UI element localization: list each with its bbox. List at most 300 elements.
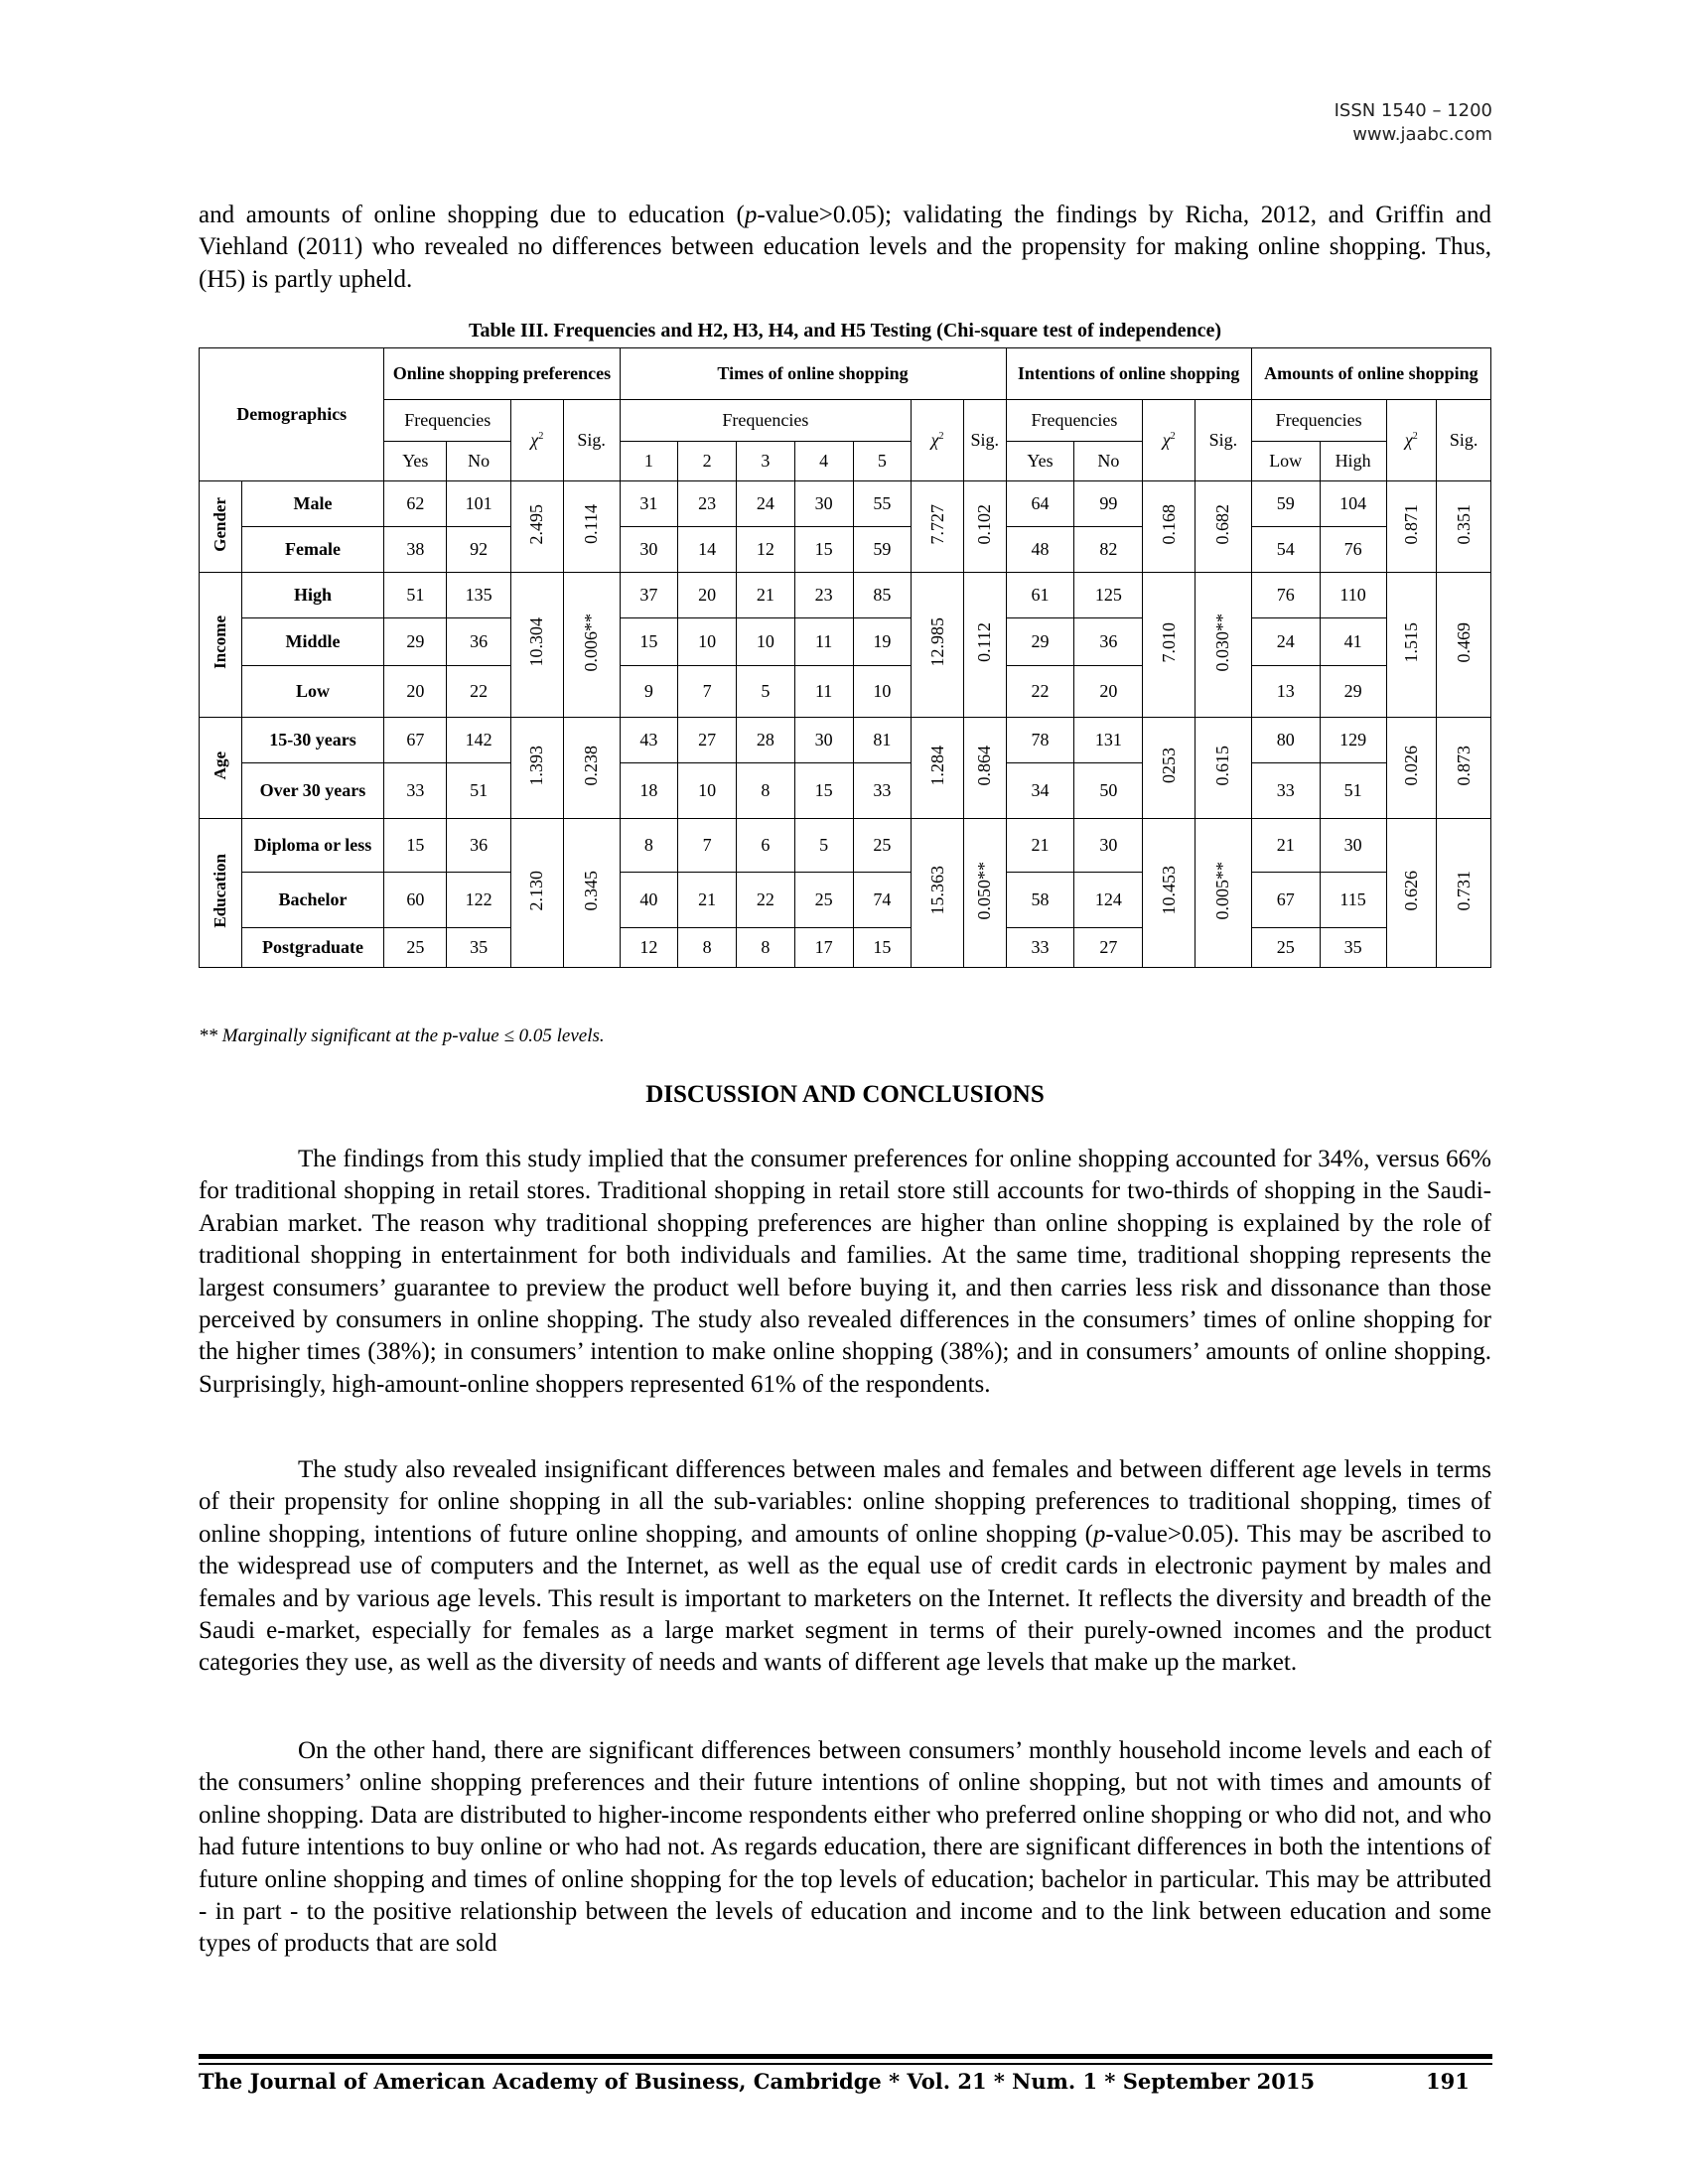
sig-value: 0.615 [1212, 745, 1233, 786]
sig-cell [1196, 481, 1252, 573]
frequency-value: 12 [639, 937, 658, 957]
sig-value: 0.030** [1212, 613, 1233, 672]
frequency-cell [737, 763, 795, 819]
frequency-cell [1074, 928, 1143, 968]
row-label-cell [241, 819, 384, 873]
sig-cell [1437, 481, 1491, 573]
frequency-value: 10 [756, 631, 774, 651]
sig-cell [1437, 819, 1491, 968]
chi-square-cell [511, 573, 564, 718]
chi-square-cell [1143, 718, 1196, 819]
frequency-value: 30 [639, 539, 658, 559]
subcolumn-header [384, 442, 447, 481]
frequencies-label: Frequencies [1031, 410, 1118, 430]
sig-header [563, 400, 620, 481]
row-label-cell [241, 873, 384, 928]
table-row [200, 873, 1491, 928]
frequency-value: 62 [406, 493, 425, 513]
sig-cell [563, 718, 620, 819]
frequency-value: 29 [406, 631, 425, 651]
frequency-cell [1251, 666, 1320, 718]
frequency-value: 78 [1031, 730, 1050, 750]
row-label: Low [295, 681, 330, 701]
frequency-value: 54 [1276, 539, 1295, 559]
frequency-cell [1320, 481, 1386, 527]
frequency-cell [620, 819, 678, 873]
frequency-cell [1006, 928, 1074, 968]
frequency-value: 29 [1343, 681, 1362, 701]
footer-rule-thin [199, 2063, 1492, 2065]
paragraph: The findings from this study implied that the consumer preferences for online shopping accounted for 34%, versus 66% for traditional shopping in retail stores. Traditional shopping in retail store still accounts for two-thirds of shopping in the Saudi-Arabian market. The reason why traditional shopping preferences are higher than online shopping is explained by the role of traditional shopping in entertainment for both individuals and families. At the same time, traditional shopping represents the largest consumers’ guarantee to preview the product well before buying it, and then carries less risk and dissonance than those perceived by consumers in online shopping. The study also revealed differences in the consumers’ times of online shopping for the higher times (38%); in consumers’ intention to make online shopping (38%); and in consumers’ amounts of online shopping. Surprisingly, high-amount-online shoppers represented 61% of the respondents. [199, 1146, 1491, 1398]
frequency-cell [678, 928, 737, 968]
subcolumn-header [853, 442, 912, 481]
frequency-value: 36 [470, 835, 489, 855]
category-label: Education [210, 853, 229, 928]
frequency-value: 135 [465, 585, 492, 605]
frequency-value: 15 [639, 631, 658, 651]
frequency-value: 124 [1094, 889, 1122, 909]
sig-cell [963, 718, 1006, 819]
chi-square-cell [1143, 819, 1196, 968]
frequencies-header [1251, 400, 1386, 442]
subcolumn-label: 1 [643, 451, 653, 471]
frequency-value: 25 [873, 835, 892, 855]
subcolumn-header [447, 442, 511, 481]
group-label: Online shopping preferences [392, 363, 612, 383]
frequencies-label: Frequencies [722, 410, 809, 430]
frequency-cell [447, 928, 511, 968]
subcolumn-label: 4 [819, 451, 829, 471]
frequency-cell [447, 573, 511, 618]
frequency-cell [1320, 763, 1386, 819]
frequency-value: 8 [761, 937, 771, 957]
frequency-value: 43 [639, 730, 658, 750]
journal-footer: The Journal of American Academy of Business, Cambridge * Vol. 21 * Num. 1 * September 2015 [199, 2069, 1316, 2094]
frequency-value: 27 [698, 730, 717, 750]
chi-square-cell [1143, 481, 1196, 573]
frequency-value: 30 [1343, 835, 1362, 855]
chi-square-cell [1386, 718, 1437, 819]
category-cell [200, 718, 242, 819]
frequency-value: 61 [1031, 585, 1050, 605]
subcolumn-header [620, 442, 678, 481]
frequencies-header [620, 400, 912, 442]
sig-header [963, 400, 1006, 481]
frequency-value: 8 [761, 780, 771, 800]
chi-square-label: $\chi^2$ [1404, 430, 1418, 450]
frequency-cell [853, 573, 912, 618]
chi-square-value: 7.010 [1158, 621, 1179, 663]
frequency-value: 24 [1276, 631, 1295, 651]
table-row [200, 618, 1491, 666]
paragraph: On the other hand, there are significant differences between consumers’ monthly household income levels and each of the consumers’ online shopping preferences and their future intentions of online shopping, but not with times and amounts of online shopping. Data are distributed to higher-income respondents either who preferred online shopping or who did not, and who had future intentions to buy online or who had not. As regards education, there are significant differences in both the intentions of future online shopping and times of online shopping for the top levels of education; bachelor in particular. This may be attributed - in part - to the positive relationship between the levels of education and income and to the link between education and some types of products that are sold [199, 1737, 1491, 1958]
frequency-value: 67 [406, 730, 425, 750]
frequency-value: 24 [756, 493, 774, 513]
chi-square-cell [511, 718, 564, 819]
sig-cell [563, 819, 620, 968]
frequency-cell [1251, 928, 1320, 968]
frequency-cell [1074, 666, 1143, 718]
row-label-cell [241, 618, 384, 666]
sig-label: Sig. [1449, 430, 1478, 450]
frequency-cell [384, 763, 447, 819]
frequency-cell [1006, 481, 1074, 527]
frequencies-label: Frequencies [404, 410, 492, 430]
table-row [200, 481, 1491, 527]
frequency-cell [853, 928, 912, 968]
subcolumn-header [1251, 442, 1320, 481]
frequency-cell [1074, 819, 1143, 873]
frequency-value: 22 [470, 681, 489, 701]
frequency-cell [794, 481, 853, 527]
row-label: Postgraduate [261, 937, 363, 957]
frequency-cell [853, 481, 912, 527]
frequency-cell [678, 718, 737, 763]
row-label: 15-30 years [269, 730, 356, 750]
frequency-value: 81 [873, 730, 892, 750]
frequency-value: 29 [1031, 631, 1050, 651]
sig-value: 0.006** [581, 613, 602, 672]
frequency-value: 51 [1343, 780, 1362, 800]
frequency-cell [1320, 618, 1386, 666]
frequency-cell [794, 718, 853, 763]
frequency-cell [737, 873, 795, 928]
sig-cell [563, 481, 620, 573]
journal-website: www.jaabc.com [1352, 124, 1492, 145]
frequency-cell [678, 666, 737, 718]
subcolumn-label: 3 [761, 451, 771, 471]
frequency-value: 6 [761, 835, 771, 855]
frequency-cell [447, 618, 511, 666]
frequency-value: 15 [873, 937, 892, 957]
frequency-cell [1320, 928, 1386, 968]
chi-square-header [511, 400, 564, 481]
frequency-cell [1074, 873, 1143, 928]
sig-value: 0.050** [974, 861, 995, 920]
sig-value: 0.873 [1453, 745, 1474, 786]
frequency-cell [620, 763, 678, 819]
frequency-cell [1251, 527, 1320, 573]
frequency-cell [737, 573, 795, 618]
frequency-cell [447, 763, 511, 819]
sig-label: Sig. [970, 430, 999, 450]
frequency-value: 55 [873, 493, 892, 513]
chi-square-cell [912, 573, 964, 718]
frequency-value: 28 [756, 730, 774, 750]
sig-value: 0.238 [581, 745, 602, 786]
chi-square-value: 10.304 [526, 617, 547, 667]
group-label: Intentions of online shopping [1017, 363, 1240, 383]
frequency-value: 82 [1099, 539, 1118, 559]
chi-square-header [1386, 400, 1437, 481]
chi-square-cell [1386, 573, 1437, 718]
group-header [384, 348, 620, 400]
sig-value: 0.682 [1212, 503, 1233, 545]
frequency-cell [1320, 718, 1386, 763]
sig-label: Sig. [577, 430, 606, 450]
frequency-cell [384, 928, 447, 968]
sig-cell [1437, 718, 1491, 819]
row-label-cell [241, 481, 384, 527]
sig-cell [963, 481, 1006, 573]
frequency-cell [384, 718, 447, 763]
frequency-value: 131 [1094, 730, 1122, 750]
chi-square-value: 12.985 [926, 617, 947, 667]
category-cell [200, 573, 242, 718]
section-heading: DISCUSSION AND CONCLUSIONS [645, 1081, 1045, 1108]
frequency-value: 51 [470, 780, 489, 800]
frequency-cell [794, 928, 853, 968]
frequency-cell [853, 527, 912, 573]
subcolumn-header [1074, 442, 1143, 481]
frequency-cell [853, 666, 912, 718]
frequency-value: 92 [470, 539, 489, 559]
frequency-value: 40 [639, 889, 658, 909]
frequency-value: 60 [406, 889, 425, 909]
frequency-cell [794, 763, 853, 819]
frequency-cell [1074, 527, 1143, 573]
frequency-cell [737, 718, 795, 763]
chi-square-cell [1143, 573, 1196, 718]
sig-label: Sig. [1208, 430, 1238, 450]
frequency-value: 122 [465, 889, 492, 909]
frequency-cell [620, 666, 678, 718]
frequency-value: 19 [873, 631, 892, 651]
frequency-value: 36 [470, 631, 489, 651]
frequency-value: 110 [1339, 585, 1366, 605]
group-header [1251, 348, 1490, 400]
frequency-cell [1006, 718, 1074, 763]
row-label: Male [293, 493, 333, 513]
frequency-cell [384, 819, 447, 873]
frequency-value: 38 [406, 539, 425, 559]
frequency-cell [447, 666, 511, 718]
frequency-value: 76 [1276, 585, 1295, 605]
frequency-value: 64 [1031, 493, 1050, 513]
frequency-value: 35 [470, 937, 489, 957]
subcolumn-label: 5 [877, 451, 887, 471]
frequency-value: 125 [1094, 585, 1122, 605]
sig-value: 0.351 [1453, 503, 1474, 545]
frequency-value: 104 [1339, 493, 1367, 513]
paragraph: The study also revealed insignificant differences between males and females and between different age levels in terms of their propensity for online shopping in all the sub-variables: online shopping preferences to traditional shopping, times of online shopping, intentions of future online shopping, and amounts of online shopping (p-value>0.05). This may be ascribed to the widespread use of computers and the Internet, as well as the equal use of credit cards in electronic payment by males and females and by various age levels. This result is important to marketers on the Internet. It reflects the diversity and breadth of the Saudi e-market, especially for females as a large market segment in terms of their purely-owned incomes and the product categories they use, as well as the diversity of needs and wants of different age levels that make up the market. [199, 1456, 1492, 1677]
row-label: Middle [285, 631, 341, 651]
frequency-cell [678, 873, 737, 928]
frequency-value: 129 [1339, 730, 1367, 750]
frequency-cell [1074, 573, 1143, 618]
table-row [200, 573, 1491, 618]
group-header [620, 348, 1006, 400]
frequency-value: 21 [698, 889, 717, 909]
frequency-cell [794, 819, 853, 873]
chi-square-value: 0.026 [1400, 745, 1421, 786]
chi-square-cell [511, 819, 564, 968]
frequency-cell [853, 618, 912, 666]
subcolumn-label: No [1097, 451, 1120, 471]
frequency-value: 67 [1276, 889, 1295, 909]
frequency-value: 10 [698, 780, 717, 800]
frequency-cell [1251, 618, 1320, 666]
frequency-cell [1006, 666, 1074, 718]
frequency-cell [1006, 873, 1074, 928]
chi-square-cell [912, 819, 964, 968]
table-footnote: ** Marginally significant at the p-value ≤ 0.05 levels. [199, 1025, 605, 1046]
frequency-cell [737, 527, 795, 573]
chi-square-value: 15.363 [926, 866, 947, 915]
frequency-cell [794, 527, 853, 573]
row-label: Bachelor [278, 889, 348, 909]
sig-cell [1196, 819, 1252, 968]
subcolumn-label: High [1335, 451, 1371, 471]
frequency-value: 17 [814, 937, 833, 957]
frequency-value: 10 [873, 681, 892, 701]
table-row [200, 718, 1491, 763]
frequency-value: 13 [1276, 681, 1295, 701]
frequency-value: 48 [1031, 539, 1050, 559]
frequency-cell [384, 618, 447, 666]
frequency-cell [1006, 618, 1074, 666]
frequency-value: 8 [702, 937, 712, 957]
frequency-value: 58 [1031, 889, 1050, 909]
table-row [200, 666, 1491, 718]
row-label: Over 30 years [259, 780, 366, 800]
subcolumn-header [737, 442, 795, 481]
row-label-cell [241, 527, 384, 573]
chi-square-label: $\chi^2$ [930, 430, 944, 450]
frequency-value: 33 [1031, 937, 1050, 957]
sig-value: 0.731 [1453, 870, 1474, 911]
frequencies-label: Frequencies [1275, 410, 1362, 430]
sig-value: 0.005** [1212, 861, 1233, 920]
frequency-cell [384, 527, 447, 573]
row-label: Female [284, 539, 341, 559]
chi-square-cell [912, 481, 964, 573]
frequency-value: 15 [814, 780, 833, 800]
frequency-value: 115 [1339, 889, 1366, 909]
frequency-cell [447, 481, 511, 527]
frequency-cell [853, 819, 912, 873]
frequency-value: 21 [1031, 835, 1050, 855]
frequency-cell [1074, 618, 1143, 666]
subcolumn-header [1320, 442, 1386, 481]
frequency-value: 23 [814, 585, 833, 605]
frequency-value: 15 [814, 539, 833, 559]
frequencies-header [1006, 400, 1143, 442]
chi-square-value: 0.626 [1400, 870, 1421, 911]
chi-square-value: 2.130 [526, 870, 547, 911]
frequency-value: 31 [639, 493, 658, 513]
page-number: 191 [1426, 2069, 1470, 2094]
frequency-cell [737, 618, 795, 666]
frequency-cell [737, 666, 795, 718]
sig-cell [963, 819, 1006, 968]
chi-square-value: 0.168 [1158, 503, 1179, 545]
frequency-cell [384, 873, 447, 928]
subcolumn-label: No [468, 451, 491, 471]
chi-square-label: $\chi^2$ [1162, 430, 1176, 450]
frequency-cell [384, 666, 447, 718]
frequency-cell [1251, 573, 1320, 618]
category-cell [200, 819, 242, 968]
frequency-cell [1320, 573, 1386, 618]
frequency-value: 9 [643, 681, 653, 701]
chi-square-cell [1386, 481, 1437, 573]
frequency-value: 8 [643, 835, 653, 855]
frequency-value: 30 [1099, 835, 1118, 855]
chi-square-value: 0253 [1158, 748, 1179, 783]
table-row [200, 928, 1491, 968]
frequency-cell [620, 618, 678, 666]
frequency-value: 33 [1276, 780, 1295, 800]
frequency-cell [737, 819, 795, 873]
chi-square-value: 1.515 [1400, 621, 1421, 663]
frequency-cell [737, 928, 795, 968]
row-label-cell [241, 763, 384, 819]
frequency-value: 33 [873, 780, 892, 800]
sig-value: 0.114 [581, 504, 602, 544]
group-label: Amounts of online shopping [1264, 363, 1478, 383]
subcolumn-label: Yes [1027, 451, 1054, 471]
chi-square-value: 1.284 [926, 745, 947, 786]
category-label: Gender [210, 496, 229, 552]
table-row [200, 763, 1491, 819]
subcolumn-label: Low [1269, 451, 1303, 471]
frequency-value: 21 [756, 585, 774, 605]
frequency-value: 25 [1276, 937, 1295, 957]
frequency-value: 59 [873, 539, 892, 559]
frequency-value: 11 [814, 631, 833, 651]
category-label: Age [210, 751, 229, 780]
frequency-value: 20 [1099, 681, 1118, 701]
frequency-value: 59 [1276, 493, 1295, 513]
row-label-cell [241, 573, 384, 618]
frequency-value: 10 [698, 631, 717, 651]
frequency-cell [737, 481, 795, 527]
frequency-cell [794, 873, 853, 928]
journal-header [1335, 99, 1492, 147]
frequency-cell [1006, 527, 1074, 573]
frequency-value: 99 [1099, 493, 1118, 513]
frequency-value: 30 [814, 493, 833, 513]
frequency-cell [447, 718, 511, 763]
table-row [200, 527, 1491, 573]
chi-square-cell [511, 481, 564, 573]
frequency-cell [1251, 873, 1320, 928]
issn-number: ISSN 1540 – 1200 [1334, 100, 1492, 121]
frequency-cell [678, 481, 737, 527]
frequency-cell [853, 763, 912, 819]
frequency-cell [384, 481, 447, 527]
frequency-cell [1074, 718, 1143, 763]
frequency-value: 22 [1031, 681, 1050, 701]
category-label: Income [210, 615, 229, 669]
frequency-cell [1074, 763, 1143, 819]
frequency-value: 41 [1343, 631, 1362, 651]
subcolumn-header [794, 442, 853, 481]
sig-value: 0.102 [974, 503, 995, 545]
subcolumn-header [1006, 442, 1074, 481]
frequency-value: 36 [1099, 631, 1118, 651]
frequency-value: 25 [406, 937, 425, 957]
frequency-value: 20 [406, 681, 425, 701]
frequency-value: 14 [698, 539, 717, 559]
frequency-cell [384, 573, 447, 618]
demographics-header [200, 348, 384, 481]
subcolumn-label: Yes [402, 451, 429, 471]
chi-square-header [1143, 400, 1196, 481]
frequency-value: 80 [1276, 730, 1295, 750]
frequency-value: 25 [814, 889, 833, 909]
